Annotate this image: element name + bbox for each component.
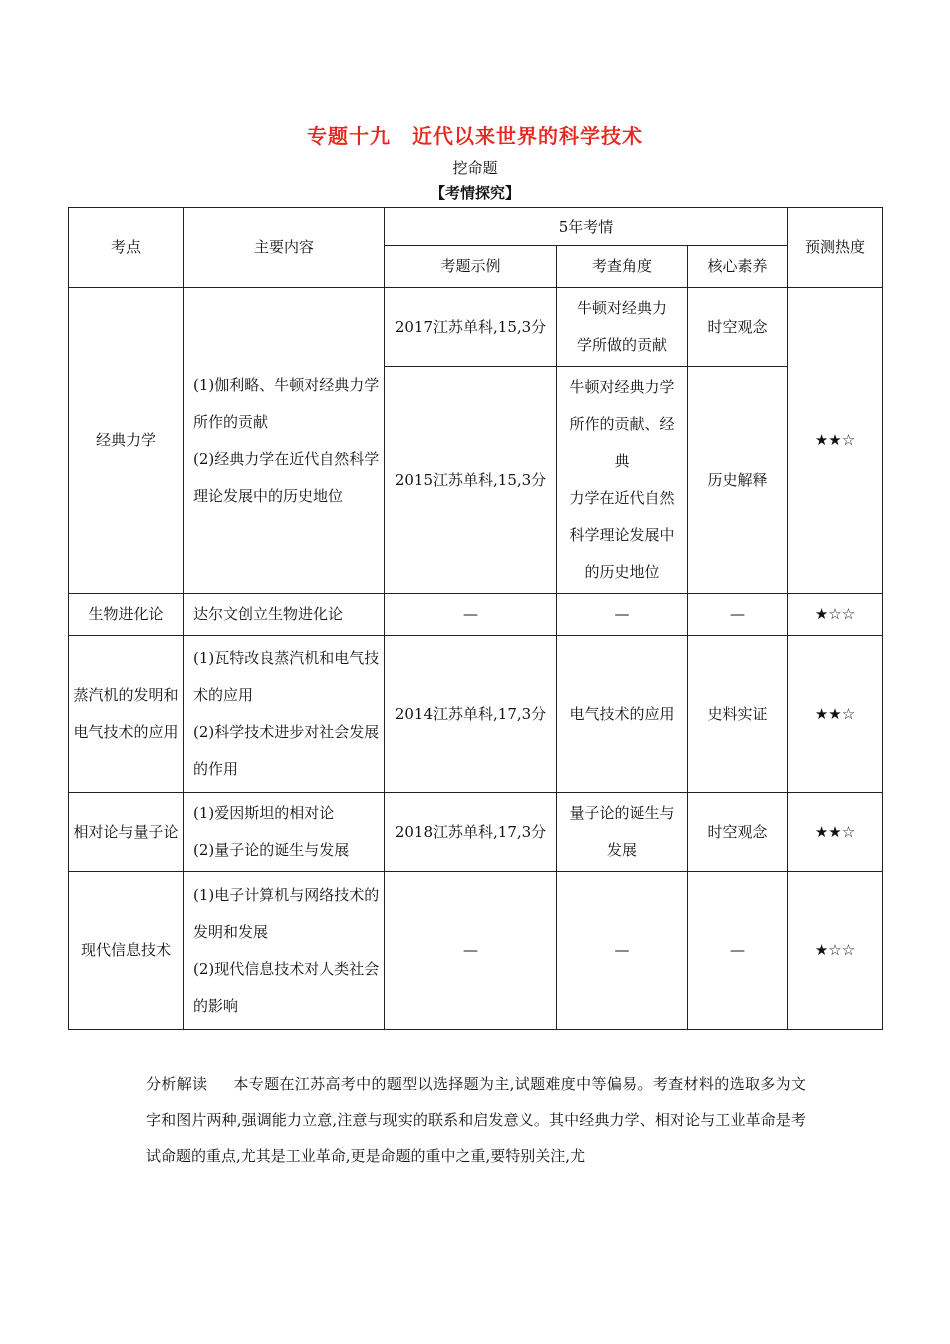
point-cell: 现代信息技术 bbox=[69, 872, 184, 1030]
point-cell: 生物进化论 bbox=[69, 594, 184, 636]
analysis-paragraph bbox=[146, 1066, 806, 1174]
content-cell bbox=[184, 793, 385, 872]
content-cell bbox=[184, 636, 385, 793]
content-cell bbox=[184, 872, 385, 1030]
header-literacy: 核心素养 bbox=[688, 246, 788, 288]
angle-cell bbox=[557, 367, 688, 594]
literacy-cell: 时空观念 bbox=[688, 793, 788, 872]
point-cell: 相对论与量子论 bbox=[69, 793, 184, 872]
angle-cell: — bbox=[557, 872, 688, 1030]
angle-cell bbox=[557, 793, 688, 872]
literacy-cell: — bbox=[688, 594, 788, 636]
exam-analysis-table bbox=[68, 207, 883, 1030]
example-cell: — bbox=[385, 872, 557, 1030]
header-angle: 考查角度 bbox=[557, 246, 688, 288]
heat-rating: ★★☆ bbox=[788, 288, 883, 594]
content-line: (2)科学技术进步对社会发展的作用 bbox=[193, 723, 380, 778]
example-cell: 2014江苏单科,17,3分 bbox=[385, 636, 557, 793]
angle-line: 牛顿对经典力学 bbox=[569, 378, 675, 396]
header-heat: 预测热度 bbox=[788, 208, 883, 288]
content-line: (2)量子论的诞生与发展 bbox=[193, 841, 350, 859]
table-row bbox=[69, 636, 883, 793]
angle-line: 发展 bbox=[606, 841, 637, 859]
example-cell: — bbox=[385, 594, 557, 636]
table-row bbox=[69, 872, 883, 1030]
content-cell bbox=[184, 594, 385, 636]
content-line: (2)经典力学在近代自然科学理论发展中的历史地位 bbox=[193, 449, 380, 505]
literacy-cell: 历史解释 bbox=[688, 367, 788, 594]
angle-line: 学所做的贡献 bbox=[576, 336, 667, 354]
heat-rating: ★★☆ bbox=[788, 636, 883, 793]
example-cell: 2018江苏单科,17,3分 bbox=[385, 793, 557, 872]
angle-cell: — bbox=[557, 594, 688, 636]
page-title: 专题十九 近代以来世界的科学技术 bbox=[307, 124, 643, 148]
table-row bbox=[69, 288, 883, 367]
example-cell: 2017江苏单科,15,3分 bbox=[385, 288, 557, 367]
literacy-cell: — bbox=[688, 872, 788, 1030]
content-cell bbox=[184, 288, 385, 594]
example-cell: 2015江苏单科,15,3分 bbox=[385, 367, 557, 594]
point-cell: 经典力学 bbox=[69, 288, 184, 594]
table-row bbox=[69, 793, 883, 872]
table-row bbox=[69, 594, 883, 636]
heat-rating: ★★☆ bbox=[788, 793, 883, 872]
angle-cell bbox=[557, 288, 688, 367]
heat-rating: ★☆☆ bbox=[788, 594, 883, 636]
header-point: 考点 bbox=[69, 208, 184, 288]
angle-cell: 电气技术的应用 bbox=[557, 636, 688, 793]
content-line: (1)瓦特改良蒸汽机和电气技术的应用 bbox=[193, 649, 380, 704]
angle-line: 牛顿对经典力 bbox=[576, 299, 667, 317]
content-line: (1)电子计算机与网络技术的发明和发展 bbox=[193, 885, 380, 941]
literacy-cell: 时空观念 bbox=[688, 288, 788, 367]
content-line: (1)爱因斯坦的相对论 bbox=[193, 804, 335, 822]
literacy-cell: 史料实证 bbox=[688, 636, 788, 793]
header-five-years: 5年考情 bbox=[385, 208, 788, 246]
angle-line: 力学在近代自然 bbox=[569, 489, 675, 507]
analysis-label: 分析解读 bbox=[146, 1075, 208, 1093]
angle-line: 典 bbox=[614, 452, 630, 470]
angle-line: 量子论的诞生与 bbox=[569, 804, 675, 822]
header-example: 考题示例 bbox=[385, 246, 557, 288]
angle-line: 所作的贡献、经 bbox=[569, 415, 675, 433]
content-line: 达尔文创立生物进化论 bbox=[193, 605, 344, 623]
analysis-text: 本专题在江苏高考中的题型以选择题为主,试题难度中等偏易。考查材料的选取多为文字和图片两种,强调能力立意,注意与现实的联系和启发意义。其中经典力学、相对论与工业革命是考试命题的重点,尤其是工业革命,更是命题的重中之重,要特别关注,尤 bbox=[146, 1075, 806, 1165]
page-subtitle: 挖命题 bbox=[452, 159, 498, 177]
header-content: 主要内容 bbox=[184, 208, 385, 288]
angle-line: 的历史地位 bbox=[584, 563, 660, 581]
content-line: (2)现代信息技术对人类社会的影响 bbox=[193, 959, 380, 1015]
heat-rating: ★☆☆ bbox=[788, 872, 883, 1030]
section-label: 【考情探究】 bbox=[429, 184, 520, 202]
content-line: (1)伽利略、牛顿对经典力学所作的贡献 bbox=[193, 375, 380, 431]
point-cell: 蒸汽机的发明和电气技术的应用 bbox=[69, 636, 184, 793]
angle-line: 科学理论发展中 bbox=[569, 526, 675, 544]
